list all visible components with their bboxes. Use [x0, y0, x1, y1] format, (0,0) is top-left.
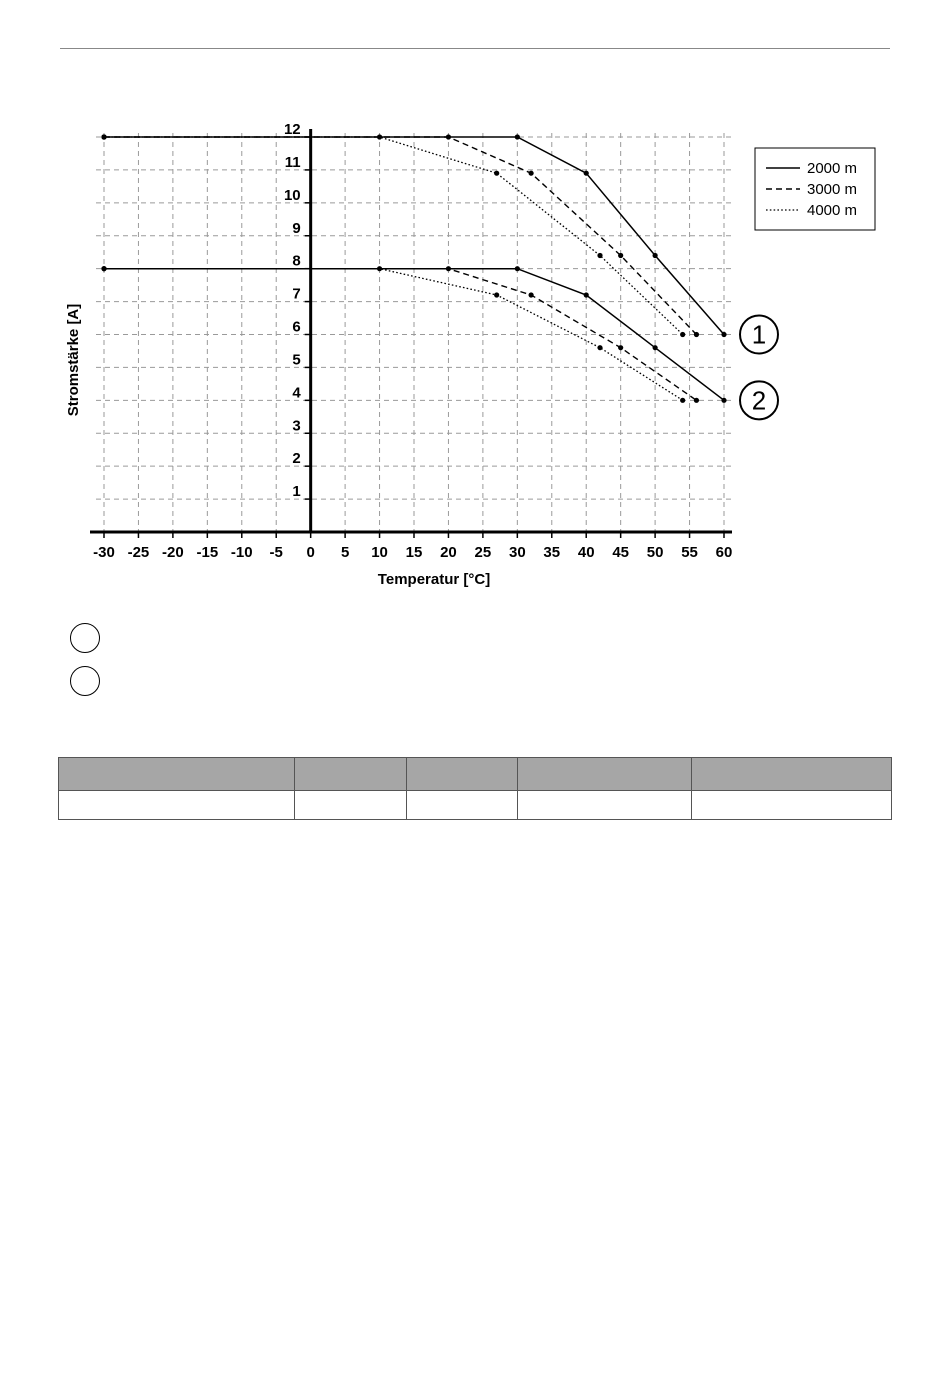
table-cell: [294, 791, 406, 820]
data-point: [529, 292, 534, 297]
curve-marker-label: 1: [751, 319, 767, 350]
y-tick-label: 4: [292, 384, 301, 402]
table-cell: [518, 791, 692, 820]
x-tick-label: 30: [508, 544, 526, 561]
data-point: [680, 398, 685, 403]
data-point: [377, 266, 382, 271]
y-tick-label: 2: [292, 450, 301, 468]
data-point: [721, 398, 726, 403]
y-tick-labels: [284, 121, 301, 500]
data-point: [680, 332, 685, 337]
y-tick-label: 11: [284, 153, 301, 171]
data-point: [694, 398, 699, 403]
data-point: [597, 253, 602, 258]
data-point: [597, 345, 602, 350]
y-tick-label: 12: [283, 121, 301, 138]
x-tick-label: 55: [681, 544, 698, 561]
data-point: [584, 292, 589, 297]
table-header-cell: [692, 758, 892, 791]
data-point: [515, 134, 520, 139]
table-cell: [406, 791, 518, 820]
data-point: [584, 171, 589, 176]
data-point: [515, 266, 520, 271]
data-point: [653, 345, 658, 350]
x-tick-label: 50: [646, 544, 664, 561]
data-point: [529, 171, 534, 176]
table-header-row: [59, 758, 892, 791]
x-tick-label: 35: [543, 544, 561, 561]
spec-table: [58, 757, 892, 820]
x-tick-label: 25: [474, 544, 492, 561]
curve-markers: [740, 316, 778, 420]
y-tick-label: 1: [292, 483, 301, 501]
y-axis-label: Stromstärke [A]: [65, 303, 82, 417]
legend-label: 4000 m: [807, 202, 858, 219]
data-point: [618, 345, 623, 350]
x-tick-label: -25: [127, 544, 150, 561]
series-line-group1-dashed: [104, 137, 696, 335]
table-row: [59, 791, 892, 820]
data-point: [377, 134, 382, 139]
x-axis-label: Temperatur [°C]: [377, 571, 491, 588]
data-point: [618, 253, 623, 258]
data-point: [721, 332, 726, 337]
y-tick-label: 5: [292, 351, 301, 369]
table-header-cell: [518, 758, 692, 791]
y-tick-label: 6: [292, 318, 301, 336]
y-tick-label: 8: [292, 252, 301, 270]
footnote-marker-2: [70, 666, 100, 696]
chart-legend: [755, 148, 875, 230]
data-point: [694, 332, 699, 337]
x-tick-label: 0: [306, 544, 315, 561]
x-tick-labels: [93, 544, 732, 561]
data-point: [653, 253, 658, 258]
x-tick-label: 5: [340, 544, 350, 561]
x-tick-label: 10: [371, 544, 388, 561]
x-tick-label: -15: [196, 544, 219, 561]
y-tick-label: 9: [292, 219, 301, 237]
x-tick-label: -5: [269, 544, 283, 561]
data-point: [494, 171, 499, 176]
curve-marker-label: 2: [751, 385, 767, 416]
table-header-cell: [59, 758, 295, 791]
x-tick-label: -30: [93, 544, 115, 561]
table-header-cell: [406, 758, 518, 791]
data-point: [101, 134, 106, 139]
x-tick-label: 45: [612, 544, 630, 561]
x-tick-label: 40: [577, 544, 595, 561]
data-point: [494, 292, 499, 297]
series-line-group2-dashed: [104, 269, 696, 401]
x-tick-label: -10: [230, 544, 253, 561]
legend-label: 3000 m: [807, 181, 858, 198]
table-cell: [59, 791, 295, 820]
data-point: [101, 266, 106, 271]
footnote-marker-1: [70, 623, 100, 653]
derating-chart: [0, 0, 950, 600]
chart-grid: [96, 133, 734, 532]
data-point: [446, 134, 451, 139]
data-point: [446, 266, 451, 271]
y-tick-label: 7: [292, 285, 301, 303]
legend-label: 2000 m: [807, 160, 858, 177]
x-tick-label: 20: [440, 544, 457, 561]
y-tick-label: 10: [283, 186, 301, 204]
x-tick-label: -20: [162, 544, 184, 561]
x-tick-label: 60: [715, 544, 733, 561]
x-tick-label: 15: [405, 544, 423, 561]
y-tick-label: 3: [292, 417, 301, 435]
table-header-cell: [294, 758, 406, 791]
table-cell: [692, 791, 892, 820]
